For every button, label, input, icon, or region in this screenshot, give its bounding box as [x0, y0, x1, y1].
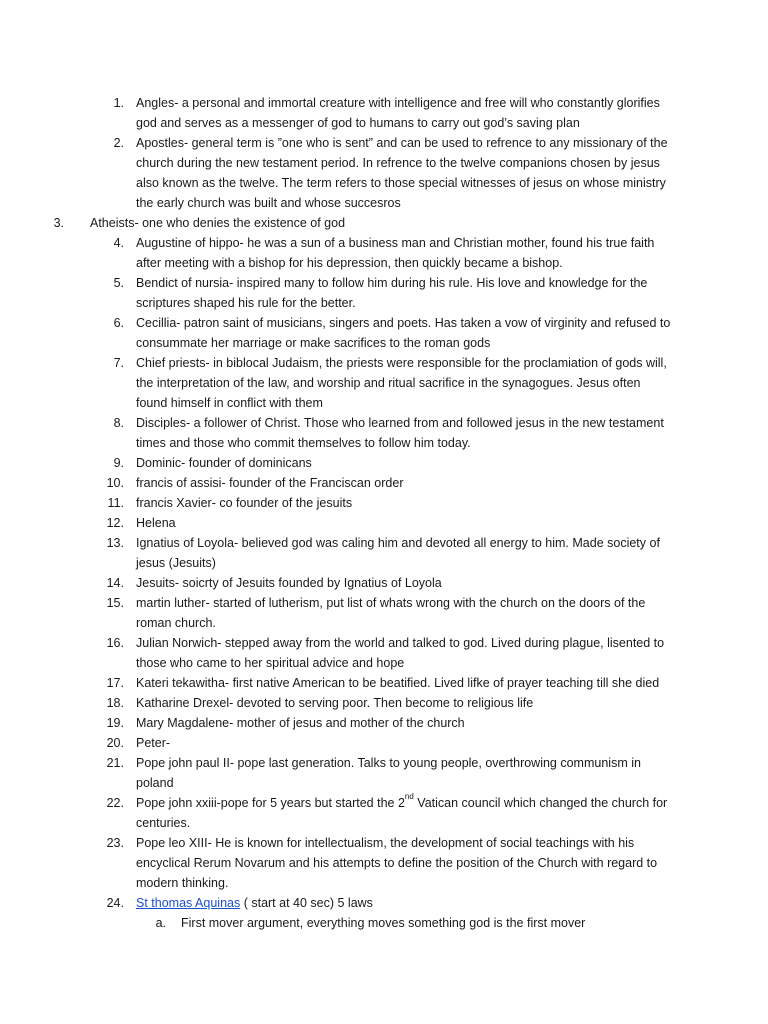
list-text: Disciples- a follower of Christ. Those who learned from and followed jesus in the new testament: [136, 416, 664, 430]
sub-list-letter: a.: [155, 916, 166, 930]
list-text: Pope john paul II- pope last generation. Talks to young people, overthrowing communism in: [136, 756, 641, 770]
list-text: Augustine of hippo- he was a sun of a business man and Christian mother, found his true faith: [136, 236, 655, 250]
list-text: Jesuits- soicrty of Jesuits founded by Ignatius of Loyola: [136, 576, 442, 590]
list-text: Mary Magdalene- mother of jesus and mother of the church: [136, 716, 465, 730]
list-number: 2.: [113, 136, 124, 150]
list-number: 6.: [113, 316, 124, 330]
list-text: times and those who commit themselves to follow him today.: [136, 436, 471, 450]
list-text: after meeting with a bishop for his depression, then quickly became a bishop.: [136, 256, 563, 270]
list-text: francis Xavier- co founder of the jesuits: [136, 496, 353, 510]
list-text: Pope leo XIII- He is known for intellectualism, the development of social teachings with his: [136, 836, 635, 850]
list-text: Angles- a personal and immortal creature with intelligence and free will who constantly glorifies: [136, 96, 660, 110]
list-text-part: Vatican council which changed the church for: [413, 796, 668, 810]
list-number: 16.: [106, 636, 124, 650]
list-number: 23.: [106, 836, 124, 850]
list-number: 12.: [106, 516, 124, 530]
list-number: 21.: [106, 756, 124, 770]
list-text: Atheists- one who denies the existence of god: [90, 216, 346, 230]
list-text: Chief priests- in biblocal Judaism, the priests were responsible for the proclamiation of gods will,: [136, 356, 667, 370]
list-text: [136, 793, 667, 813]
list-number: 22.: [106, 796, 124, 810]
list-text: Bendict of nursia- inspired many to follow him during his rule. His love and knowledge for the: [136, 276, 648, 290]
list-text: centuries.: [136, 816, 191, 830]
list-text: encyclical Rerum Novarum and his attempts to define the position of the Church with regard to: [136, 856, 658, 870]
list-number: 9.: [113, 456, 124, 470]
list-text: jesus (Jesuits): [136, 556, 216, 570]
list-number: 24.: [106, 896, 124, 910]
list-number: 8.: [113, 416, 124, 430]
list-text: First mover argument, everything moves something god is the first mover: [181, 916, 586, 930]
list-text: found himself in conflict with them: [136, 396, 323, 410]
list-number: 7.: [113, 356, 124, 370]
list-number: 1.: [113, 96, 124, 110]
list-text: Kateri tekawitha- first native American to be beatified. Lived lifke of prayer teaching till she died: [136, 676, 660, 690]
list-text: also known as the twelve. The term refers to those special witnesses of jesus on whose ministry: [136, 176, 666, 190]
list-text: martin luther- started of lutherism, put list of whats wrong with the church on the doors of the: [136, 596, 646, 610]
list-text-part: Pope john xxiii-pope for 5 years but started the 2: [136, 796, 405, 810]
list-text: francis of assisi- founder of the Franciscan order: [136, 476, 404, 490]
list-number: 14.: [106, 576, 124, 590]
list-text: the early church was built and whose succesros: [136, 196, 401, 210]
list-text: Cecillia- patron saint of musicians, singers and poets. Has taken a vow of virginity and refused to: [136, 316, 671, 330]
list-text-part: ( start at 40 sec) 5 laws: [240, 896, 373, 910]
list-number: 20.: [106, 736, 124, 750]
list-text: the interpretation of the law, and worship and ritual sacrifice in the synagogues. Jesus often: [136, 376, 641, 390]
list-text: Apostles- general term is ”one who is sent” and can be used to refrence to any missionary of the: [136, 136, 668, 150]
list-text: Katharine Drexel- devoted to serving poor. Then become to religious life: [136, 696, 534, 710]
list-number: 13.: [106, 536, 124, 550]
list-text: Helena: [136, 516, 176, 530]
list-number: 5.: [113, 276, 124, 290]
list-text: [136, 893, 373, 913]
list-text: Ignatius of Loyola- believed god was caling him and devoted all energy to him. Made society of: [136, 536, 660, 550]
list-text: Julian Norwich- stepped away from the world and talked to god. Lived during plague, lisented to: [136, 636, 665, 650]
list-number: 11.: [107, 496, 124, 510]
list-text: those who came to her spiritual advice and hope: [136, 656, 405, 670]
aquinas-link[interactable]: St thomas Aquinas: [136, 896, 241, 910]
list-text: consummate her marriage or make sacrifices to the roman gods: [136, 336, 491, 350]
list-text: modern thinking.: [136, 876, 229, 890]
list-number: 10.: [106, 476, 124, 490]
list-text: church during the new testament period. In refrence to the twelve companions chosen by jesus: [136, 156, 660, 170]
list-number: 3.: [53, 216, 64, 230]
list-number: 17.: [106, 676, 124, 690]
list-number: 4.: [113, 236, 124, 250]
list-text: roman church.: [136, 616, 216, 630]
list-text: Peter-: [136, 736, 171, 750]
superscript: nd: [404, 791, 414, 801]
list-number: 19.: [106, 716, 124, 730]
list-text: god and serves as a messenger of god to humans to carry out god’s saving plan: [136, 116, 580, 130]
list-number: 15.: [106, 596, 124, 610]
list-number: 18.: [106, 696, 124, 710]
list-text: poland: [136, 776, 174, 790]
list-text: Dominic- founder of dominicans: [136, 456, 312, 470]
list-text: scriptures shaped his rule for the better.: [136, 296, 356, 310]
